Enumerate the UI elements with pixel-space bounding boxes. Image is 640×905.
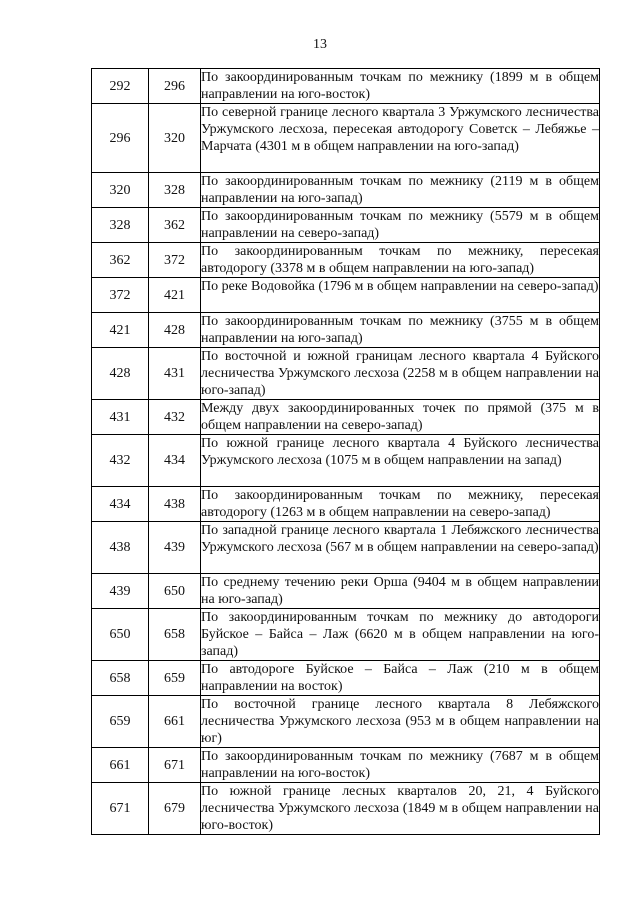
description-cell: По восточной границе лесного квартала 8 Лебяжского лесничества Уржумского лесхоза (953 м в общем направлении на юг) <box>201 697 599 746</box>
from-point-cell: 320 <box>92 173 149 208</box>
description-cell: По закоординированным точкам по межнику (1899 м в общем направлении на юго-восток) <box>201 70 599 102</box>
description-cell: По автодороге Буйское – Байса – Лаж (210 м в общем направлении на восток) <box>201 662 599 694</box>
description-cell: По закоординированным точкам по межнику (2119 м в общем направлении на юго-запад) <box>201 174 599 206</box>
table-row <box>92 609 600 661</box>
to-point-cell: 428 <box>149 313 201 348</box>
table-row <box>92 696 600 748</box>
table-row <box>92 435 600 487</box>
from-point-cell: 292 <box>92 69 149 104</box>
to-point-cell: 296 <box>149 69 201 104</box>
from-point-cell: 661 <box>92 748 149 783</box>
table-row <box>92 69 600 104</box>
to-point-cell: 661 <box>149 696 201 748</box>
description-cell: По закоординированным точкам по межнику до автодороги Буйское – Байса – Лаж (6620 м в общем направлении на юго-запад) <box>201 610 599 659</box>
from-point-cell: 438 <box>92 522 149 574</box>
description-cell: По восточной и южной границам лесного квартала 4 Буйского лесничества Уржумского лесхоза (2258 м в общем направлении на юго-запад) <box>201 349 599 398</box>
to-point-cell: 659 <box>149 661 201 696</box>
to-point-cell: 438 <box>149 487 201 522</box>
to-point-cell: 320 <box>149 104 201 173</box>
description-cell: По закоординированным точкам по межнику (7687 м в общем направлении на юго-восток) <box>201 749 599 781</box>
table-row <box>92 487 600 522</box>
from-point-cell: 421 <box>92 313 149 348</box>
description-cell: По реке Водовойка (1796 м в общем направлении на северо-запад) <box>201 278 600 313</box>
to-point-cell: 658 <box>149 609 201 661</box>
page-number: 13 <box>313 37 327 52</box>
to-point-cell: 671 <box>149 748 201 783</box>
table-row <box>92 313 600 348</box>
table-row <box>92 400 600 435</box>
from-point-cell: 428 <box>92 348 149 400</box>
from-point-cell: 328 <box>92 208 149 243</box>
table-row <box>92 348 600 400</box>
from-point-cell: 431 <box>92 400 149 435</box>
description-cell: По северной границе лесного квартала 3 Уржумского лесничества Уржумского лесхоза, пересекая автодорогу Советск – Лебяжье – Марчата (4301 м в общем направлении на юго-запад) <box>201 104 600 173</box>
from-point-cell: 650 <box>92 609 149 661</box>
table-row <box>92 243 600 278</box>
to-point-cell: 421 <box>149 278 201 313</box>
from-point-cell: 434 <box>92 487 149 522</box>
description-cell: По южной границе лесных кварталов 20, 21, 4 Буйского лесничества Уржумского лесхоза (1849 м в общем направлении на юго-восток) <box>201 784 599 833</box>
from-point-cell: 296 <box>92 104 149 173</box>
from-point-cell: 432 <box>92 435 149 487</box>
description-cell: По закоординированным точкам по межнику (3755 м в общем направлении на юго-запад) <box>201 314 599 346</box>
to-point-cell: 328 <box>149 173 201 208</box>
to-point-cell: 432 <box>149 400 201 435</box>
from-point-cell: 671 <box>92 783 149 835</box>
description-cell: По закоординированным точкам по межнику, пересекая автодорогу (1263 м в общем направлении на северо-запад) <box>201 488 599 520</box>
from-point-cell: 658 <box>92 661 149 696</box>
from-point-cell: 362 <box>92 243 149 278</box>
table-row <box>92 748 600 783</box>
table-row <box>92 783 600 835</box>
to-point-cell: 434 <box>149 435 201 487</box>
from-point-cell: 372 <box>92 278 149 313</box>
table-row <box>92 208 600 243</box>
boundary-description-table <box>91 68 600 835</box>
table-row <box>92 522 600 574</box>
to-point-cell: 431 <box>149 348 201 400</box>
description-cell: По западной границе лесного квартала 1 Лебяжского лесничества Уржумского лесхоза (567 м в общем направлении на северо-запад) <box>201 522 600 574</box>
description-cell: Между двух закоординированных точек по прямой (375 м в общем направлении на северо-запад) <box>201 401 599 433</box>
description-cell: По южной границе лесного квартала 4 Буйского лесничества Уржумского лесхоза (1075 м в общем направлении на запад) <box>201 435 600 487</box>
to-point-cell: 679 <box>149 783 201 835</box>
from-point-cell: 659 <box>92 696 149 748</box>
description-cell: По среднему течению реки Орша (9404 м в общем направлении на юго-запад) <box>201 575 599 607</box>
table-row <box>92 661 600 696</box>
description-cell: По закоординированным точкам по межнику (5579 м в общем направлении на северо-запад) <box>201 209 599 241</box>
table-row <box>92 278 600 313</box>
to-point-cell: 650 <box>149 574 201 609</box>
to-point-cell: 362 <box>149 208 201 243</box>
description-cell: По закоординированным точкам по межнику, пересекая автодорогу (3378 м в общем направлении на юго-запад) <box>201 244 599 276</box>
to-point-cell: 372 <box>149 243 201 278</box>
table-row <box>92 574 600 609</box>
table-row <box>92 104 600 173</box>
to-point-cell: 439 <box>149 522 201 574</box>
from-point-cell: 439 <box>92 574 149 609</box>
table-row <box>92 173 600 208</box>
